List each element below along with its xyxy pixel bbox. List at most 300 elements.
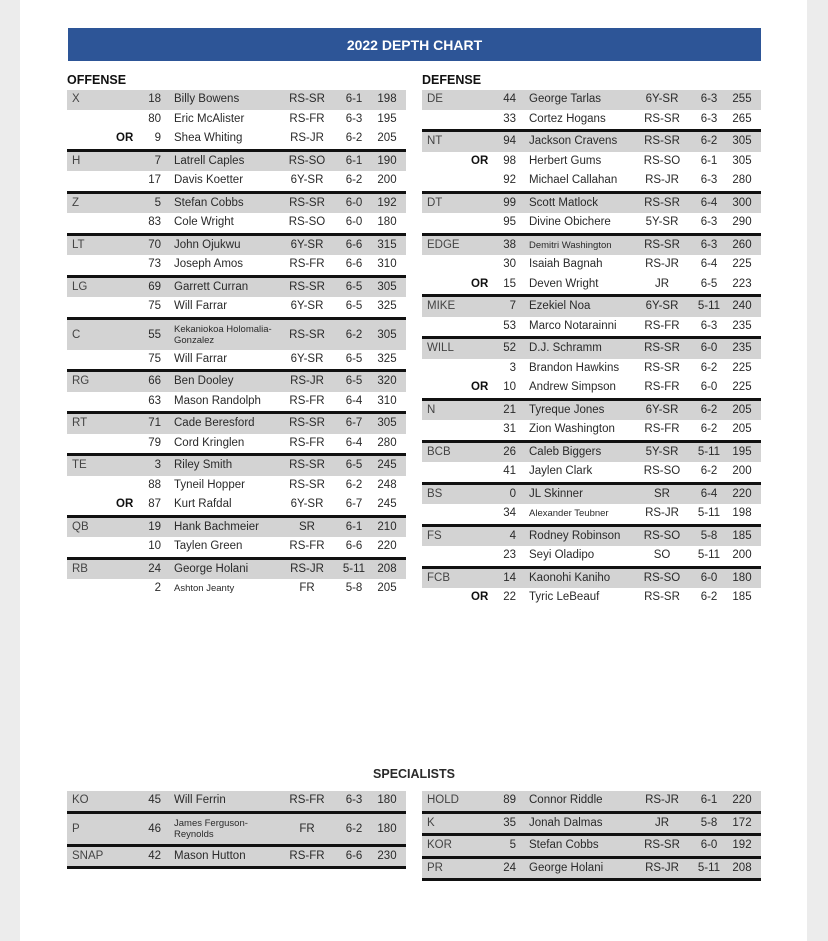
player-height: 6-1 — [345, 93, 363, 105]
or-marker: OR — [471, 381, 489, 393]
class-year: RS-FR — [289, 436, 325, 449]
position-label: P — [72, 822, 80, 835]
position-group — [422, 443, 761, 485]
jersey-number: 71 — [148, 417, 161, 429]
player-weight: 235 — [732, 342, 752, 354]
position-group — [422, 569, 761, 608]
class-year: 6Y-SR — [290, 174, 324, 186]
specialists-left-table — [67, 791, 406, 869]
document-page — [20, 0, 807, 941]
jersey-number: 19 — [148, 520, 161, 533]
class-year: RS-SR — [289, 196, 325, 209]
class-year: RS-SO — [288, 154, 326, 167]
position-group — [422, 527, 761, 569]
depth-row — [67, 372, 406, 392]
or-marker: OR — [471, 154, 489, 167]
player-name: Tyreque Jones — [529, 403, 605, 416]
player-height: 6-2 — [700, 403, 718, 416]
player-height: 6-5 — [700, 277, 718, 290]
depth-row — [67, 456, 406, 476]
class-year: 6Y-SR — [645, 93, 679, 105]
position-group — [67, 152, 406, 194]
jersey-number: 38 — [503, 238, 516, 251]
depth-row — [67, 518, 406, 538]
player-height: 6-3 — [700, 174, 718, 186]
jersey-number: 73 — [148, 258, 161, 270]
position-label: RB — [72, 562, 88, 575]
player-weight: 315 — [377, 238, 397, 251]
jersey-number: 7 — [154, 154, 161, 167]
player-height: 6-0 — [700, 342, 718, 354]
player-height: 6-0 — [700, 381, 718, 393]
depth-row — [422, 378, 761, 398]
player-weight: 208 — [377, 562, 397, 575]
player-weight: 310 — [377, 258, 397, 270]
position-label: K — [427, 816, 435, 829]
class-year: RS-FR — [289, 394, 325, 407]
player-weight: 305 — [377, 417, 397, 429]
jersey-number: 9 — [154, 132, 161, 144]
player-name: Michael Callahan — [529, 174, 618, 186]
class-year: RS-FR — [289, 794, 325, 806]
player-height: 6-0 — [345, 196, 363, 209]
offense-depth-table — [67, 90, 406, 599]
player-weight: 200 — [732, 549, 752, 561]
player-height: 6-0 — [345, 216, 363, 228]
depth-row — [422, 443, 761, 463]
player-height: 5-8 — [700, 529, 718, 542]
depth-row — [67, 537, 406, 557]
player-name: Isaiah Bagnah — [529, 258, 603, 270]
player-weight: 245 — [377, 498, 397, 510]
jersey-number: 80 — [148, 112, 161, 125]
player-name: Ben Dooley — [174, 375, 234, 387]
position-group — [67, 814, 406, 847]
depth-row — [422, 317, 761, 337]
class-year: FR — [299, 582, 315, 594]
depth-row — [67, 814, 406, 844]
player-weight: 305 — [377, 280, 397, 293]
position-group — [67, 278, 406, 320]
player-name: Will Farrar — [174, 352, 228, 365]
player-weight: 195 — [732, 445, 752, 458]
position-group — [67, 414, 406, 456]
depth-row — [67, 110, 406, 130]
class-year: RS-SR — [289, 417, 325, 429]
player-height: 6-6 — [345, 540, 363, 552]
depth-row — [67, 476, 406, 496]
position-label: FS — [427, 529, 442, 542]
jersey-number: 55 — [148, 328, 161, 341]
player-height: 5-11 — [697, 445, 721, 458]
player-weight: 240 — [732, 300, 752, 312]
position-group — [67, 194, 406, 236]
player-weight: 225 — [732, 361, 752, 374]
position-group — [422, 814, 761, 837]
player-name: Demitri Washington — [529, 239, 612, 251]
player-height: 5-8 — [700, 816, 718, 829]
player-height: 6-1 — [345, 154, 363, 167]
player-weight: 245 — [377, 459, 397, 471]
position-label: BS — [427, 487, 443, 500]
player-name: Will Farrar — [174, 300, 228, 312]
position-group — [67, 847, 406, 870]
depth-row — [67, 320, 406, 350]
class-year: RS-FR — [289, 540, 325, 552]
player-weight: 205 — [377, 132, 397, 144]
player-name: Zion Washington — [529, 423, 615, 435]
class-year: RS-JR — [290, 132, 324, 144]
class-year: 6Y-SR — [645, 403, 679, 416]
depth-row — [67, 414, 406, 434]
position-label: PR — [427, 861, 443, 874]
player-weight: 225 — [732, 258, 752, 270]
jersey-number: 15 — [503, 277, 516, 290]
jersey-number: 10 — [503, 381, 516, 393]
position-label: DE — [427, 93, 443, 105]
jersey-number: 30 — [503, 258, 516, 270]
class-year: RS-FR — [289, 258, 325, 270]
position-label: X — [72, 93, 80, 105]
player-height: 6-2 — [345, 132, 363, 144]
player-height: 6-5 — [345, 352, 363, 365]
jersey-number: 63 — [148, 394, 161, 407]
depth-row — [422, 527, 761, 547]
player-height: 6-5 — [345, 375, 363, 387]
class-year: RS-SR — [644, 112, 680, 125]
player-weight: 305 — [732, 135, 752, 147]
player-height: 5-8 — [345, 582, 363, 594]
jersey-number: 2 — [154, 582, 161, 594]
depth-row — [422, 152, 761, 172]
depth-row — [67, 213, 406, 233]
player-height: 6-2 — [345, 478, 363, 491]
position-label: N — [427, 403, 436, 416]
player-weight: 248 — [377, 478, 397, 491]
player-height: 6-2 — [345, 174, 363, 186]
player-name: Alexander Teubner — [529, 508, 609, 519]
jersey-number: 24 — [503, 861, 516, 874]
depth-row — [422, 420, 761, 440]
class-year: RS-SR — [644, 839, 680, 851]
player-height: 6-4 — [700, 487, 718, 500]
position-group — [67, 791, 406, 814]
class-year: RS-JR — [645, 174, 679, 186]
jersey-number: 26 — [503, 445, 516, 458]
class-year: RS-SR — [289, 93, 325, 105]
class-year: RS-SR — [644, 135, 680, 147]
depth-row — [422, 814, 761, 834]
position-group — [422, 236, 761, 298]
class-year: RS-SR — [644, 238, 680, 251]
player-height: 6-2 — [345, 822, 363, 835]
player-name: Deven Wright — [529, 277, 599, 290]
specialists-heading: SPECIALISTS — [373, 767, 455, 781]
player-weight: 280 — [377, 436, 397, 449]
player-weight: 192 — [732, 839, 752, 851]
position-group — [422, 859, 761, 882]
player-height: 5-11 — [697, 300, 721, 312]
player-height: 6-3 — [700, 112, 718, 125]
player-name: Ezekiel Noa — [529, 300, 591, 312]
jersey-number: 53 — [503, 319, 516, 332]
class-year: 6Y-SR — [290, 498, 324, 510]
position-group — [422, 791, 761, 814]
player-name: George Holani — [174, 562, 249, 575]
depth-row — [67, 297, 406, 317]
depth-row — [422, 297, 761, 317]
player-name: Cade Beresford — [174, 417, 255, 429]
player-height: 6-1 — [345, 520, 363, 533]
depth-row — [422, 339, 761, 359]
jersey-number: 92 — [503, 174, 516, 186]
player-name: Cole Wright — [174, 216, 234, 228]
player-weight: 220 — [732, 794, 752, 806]
player-height: 6-5 — [345, 280, 363, 293]
jersey-number: 31 — [503, 423, 516, 435]
player-height: 6-3 — [700, 93, 718, 105]
jersey-number: 52 — [503, 342, 516, 354]
class-year: 5Y-SR — [645, 216, 679, 228]
class-year: SR — [654, 487, 670, 500]
player-name: Kekaniokoa Holomalia-Gonzalez — [174, 323, 272, 346]
jersey-number: 10 — [148, 540, 161, 552]
position-label: Z — [72, 196, 80, 209]
depth-row — [422, 171, 761, 191]
player-weight: 190 — [377, 154, 397, 167]
jersey-number: 94 — [503, 135, 516, 147]
jersey-number: 95 — [503, 216, 516, 228]
jersey-number: 41 — [503, 465, 516, 477]
position-label: TE — [72, 459, 87, 471]
player-weight: 220 — [732, 487, 752, 500]
class-year: RS-FR — [644, 381, 680, 393]
player-weight: 205 — [732, 423, 752, 435]
player-weight: 172 — [732, 816, 752, 829]
player-weight: 195 — [377, 112, 397, 125]
player-height: 6-5 — [345, 459, 363, 471]
position-group — [422, 132, 761, 194]
class-year: 6Y-SR — [290, 238, 324, 251]
class-year: RS-SO — [288, 216, 326, 228]
player-weight: 200 — [732, 465, 752, 477]
position-label: EDGE — [427, 238, 460, 251]
player-weight: 235 — [732, 319, 752, 332]
class-year: RS-JR — [645, 507, 679, 519]
depth-row — [422, 236, 761, 256]
player-weight: 185 — [732, 529, 752, 542]
class-year: RS-FR — [644, 423, 680, 435]
class-year: RS-SR — [289, 459, 325, 471]
player-weight: 305 — [732, 154, 752, 167]
jersey-number: 99 — [503, 196, 516, 209]
position-group — [67, 560, 406, 599]
player-name: Billy Bowens — [174, 93, 240, 105]
player-height: 6-2 — [700, 135, 718, 147]
player-height: 6-2 — [700, 465, 718, 477]
player-height: 6-4 — [700, 196, 718, 209]
player-height: 5-11 — [697, 549, 721, 561]
player-name: Brandon Hawkins — [529, 361, 620, 374]
jersey-number: 7 — [509, 300, 516, 312]
player-name: Tyneil Hopper — [174, 478, 245, 491]
player-height: 5-11 — [697, 861, 721, 874]
class-year: RS-FR — [289, 849, 325, 862]
player-name: Garrett Curran — [174, 280, 249, 293]
class-year: RS-SO — [643, 465, 681, 477]
depth-row — [67, 255, 406, 275]
player-weight: 223 — [732, 277, 752, 290]
position-label: KOR — [427, 839, 452, 851]
player-height: 6-4 — [345, 394, 363, 407]
depth-row — [422, 194, 761, 214]
player-weight: 265 — [732, 112, 752, 125]
player-height: 6-0 — [700, 571, 718, 584]
player-name: Mason Hutton — [174, 849, 246, 862]
class-year: SO — [653, 549, 671, 561]
player-name: Connor Riddle — [529, 794, 603, 806]
class-year: 6Y-SR — [290, 300, 324, 312]
class-year: RS-JR — [645, 861, 679, 874]
defense-heading: DEFENSE — [422, 73, 482, 87]
position-label: HOLD — [427, 794, 459, 806]
jersey-number: 35 — [503, 816, 516, 829]
depth-row — [422, 791, 761, 811]
player-weight: 325 — [377, 300, 397, 312]
depth-row — [67, 350, 406, 370]
depth-row — [422, 836, 761, 856]
player-weight: 180 — [377, 216, 397, 228]
position-group — [422, 194, 761, 236]
player-name: James Ferguson-Reynolds — [174, 817, 248, 840]
class-year: RS-SR — [289, 478, 325, 491]
player-weight: 205 — [377, 582, 397, 594]
position-group — [422, 401, 761, 443]
depth-row — [67, 579, 406, 599]
depth-row — [67, 90, 406, 110]
depth-row — [67, 847, 406, 867]
position-label: H — [72, 154, 81, 167]
player-name: JL Skinner — [529, 487, 583, 500]
class-year: JR — [654, 816, 670, 829]
position-group — [422, 836, 761, 859]
jersey-number: 46 — [148, 822, 161, 835]
jersey-number: 75 — [148, 300, 161, 312]
player-name: Ashton Jeanty — [174, 583, 235, 594]
depth-row — [67, 129, 406, 149]
class-year: FR — [299, 822, 315, 835]
jersey-number: 45 — [148, 794, 161, 806]
player-name: D.J. Schramm — [529, 342, 602, 354]
jersey-number: 33 — [503, 112, 516, 125]
depth-row — [67, 392, 406, 412]
position-group — [422, 90, 761, 132]
player-height: 6-3 — [345, 794, 363, 806]
specialists-right-table — [422, 791, 761, 881]
depth-row — [67, 495, 406, 515]
player-height: 6-6 — [345, 849, 363, 862]
jersey-number: 21 — [503, 403, 516, 416]
depth-row — [67, 152, 406, 172]
or-marker: OR — [116, 498, 134, 510]
depth-row — [67, 194, 406, 214]
or-marker: OR — [471, 277, 489, 290]
jersey-number: 70 — [148, 238, 161, 251]
position-group — [67, 320, 406, 373]
jersey-number: 0 — [509, 487, 516, 500]
player-name: Divine Obichere — [529, 216, 611, 228]
player-name: Herbert Gums — [529, 154, 602, 167]
jersey-number: 69 — [148, 280, 161, 293]
position-label: BCB — [427, 445, 451, 458]
class-year: RS-SR — [644, 591, 680, 603]
jersey-number: 3 — [509, 361, 516, 374]
player-weight: 192 — [377, 196, 397, 209]
jersey-number: 5 — [509, 839, 516, 851]
player-weight: 208 — [732, 861, 752, 874]
position-label: C — [72, 328, 81, 341]
player-weight: 310 — [377, 394, 397, 407]
defense-depth-table — [422, 90, 761, 608]
player-height: 6-3 — [700, 238, 718, 251]
player-weight: 185 — [732, 591, 752, 603]
class-year: RS-SO — [643, 154, 681, 167]
jersey-number: 34 — [503, 507, 516, 519]
player-weight: 180 — [732, 571, 752, 584]
player-name: George Tarlas — [529, 93, 602, 105]
class-year: RS-JR — [290, 375, 324, 387]
position-label: LT — [72, 238, 85, 251]
depth-row — [422, 546, 761, 566]
depth-row — [422, 569, 761, 589]
player-height: 6-4 — [345, 436, 363, 449]
player-weight: 280 — [732, 174, 752, 186]
jersey-number: 4 — [509, 529, 516, 542]
depth-row — [422, 504, 761, 524]
position-group — [67, 90, 406, 152]
player-name: Riley Smith — [174, 459, 233, 471]
player-height: 6-6 — [345, 238, 363, 251]
player-weight: 198 — [377, 93, 397, 105]
player-weight: 230 — [377, 849, 397, 862]
class-year: RS-FR — [644, 319, 680, 332]
player-name: Stefan Cobbs — [529, 839, 599, 851]
jersey-number: 98 — [503, 154, 516, 167]
jersey-number: 17 — [148, 174, 161, 186]
position-label: RG — [72, 375, 90, 387]
position-label: LG — [72, 280, 88, 293]
player-height: 6-3 — [700, 319, 718, 332]
class-year: RS-SR — [289, 328, 325, 341]
position-group — [67, 456, 406, 518]
class-year: SR — [299, 520, 315, 533]
jersey-number: 24 — [148, 562, 161, 575]
jersey-number: 75 — [148, 352, 161, 365]
player-height: 6-0 — [700, 839, 718, 851]
player-height: 6-1 — [700, 154, 718, 167]
page-title: 2022 DEPTH CHART — [68, 28, 761, 61]
player-height: 6-3 — [345, 112, 363, 125]
player-weight: 325 — [377, 352, 397, 365]
player-height: 6-2 — [345, 328, 363, 341]
depth-row — [422, 255, 761, 275]
class-year: RS-SR — [289, 280, 325, 293]
player-name: Marco Notarainni — [529, 319, 617, 332]
player-height: 6-5 — [345, 300, 363, 312]
jersey-number: 22 — [503, 591, 516, 603]
depth-row — [422, 401, 761, 421]
depth-row — [67, 791, 406, 811]
